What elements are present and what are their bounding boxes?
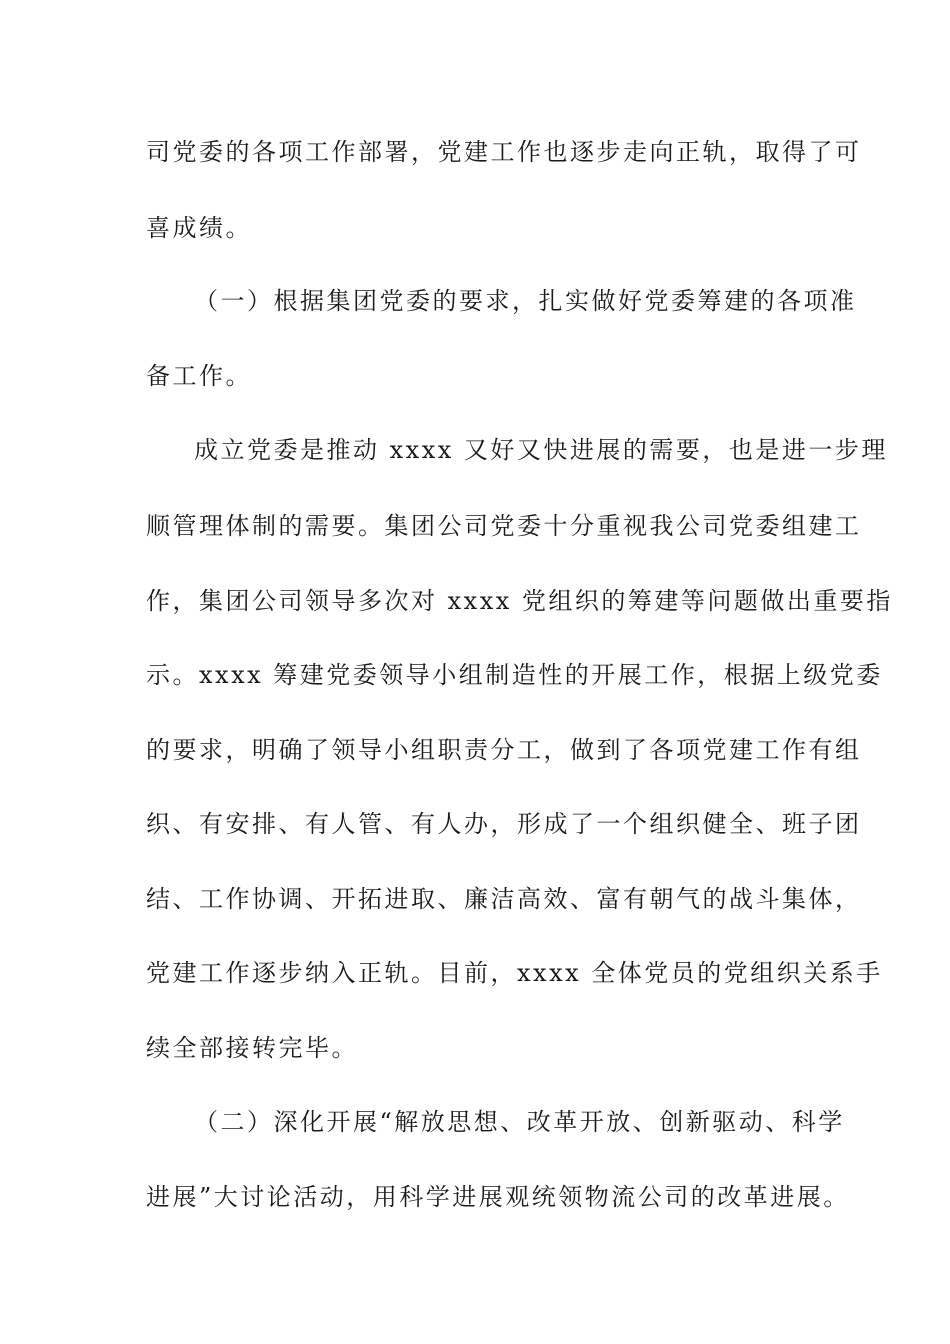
paragraph-line: 示。xxxx 筹建党委领导小组制造性的开展工作，根据上级党委 [146,661,883,689]
paragraph-line: 党建工作逐步纳入正轨。目前，xxxx 全体党员的党组织关系手 [146,959,883,987]
section-heading-line: （二）深化开展“解放思想、改革开放、创新驱动、科学 [194,1108,845,1136]
paragraph-line: 结、工作协调、开拓进取、廉洁高效、富有朝气的战斗集体， [146,885,862,913]
paragraph-line: 织、有安排、有人管、有人办，形成了一个组织健全、班子团 [146,810,862,838]
section-heading-line: （一）根据集团党委的要求，扎实做好党委筹建的各项准 [194,287,857,315]
paragraph-line: 作，集团公司领导多次对 xxxx 党组织的筹建等问题做出重要指 [146,587,893,615]
paragraph-line: 顺管理体制的需要。集团公司党委十分重视我公司党委组建工 [146,512,862,540]
paragraph-line: 成立党委是推动 xxxx 又好又快进展的需要，也是进一步理 [194,436,888,464]
paragraph-line: 司党委的各项工作部署，党建工作也逐步走向正轨，取得了可 [146,138,862,166]
section-heading-line: 备工作。 [146,362,252,390]
paragraph-line: 续全部接转完毕。 [146,1034,358,1062]
paragraph-line: 喜成绩。 [146,214,252,242]
paragraph-line: 的要求，明确了领导小组职责分工，做到了各项党建工作有组 [146,736,862,764]
section-heading-line: 进展”大讨论活动，用科学进展观统领物流公司的改革进展。 [146,1183,850,1211]
